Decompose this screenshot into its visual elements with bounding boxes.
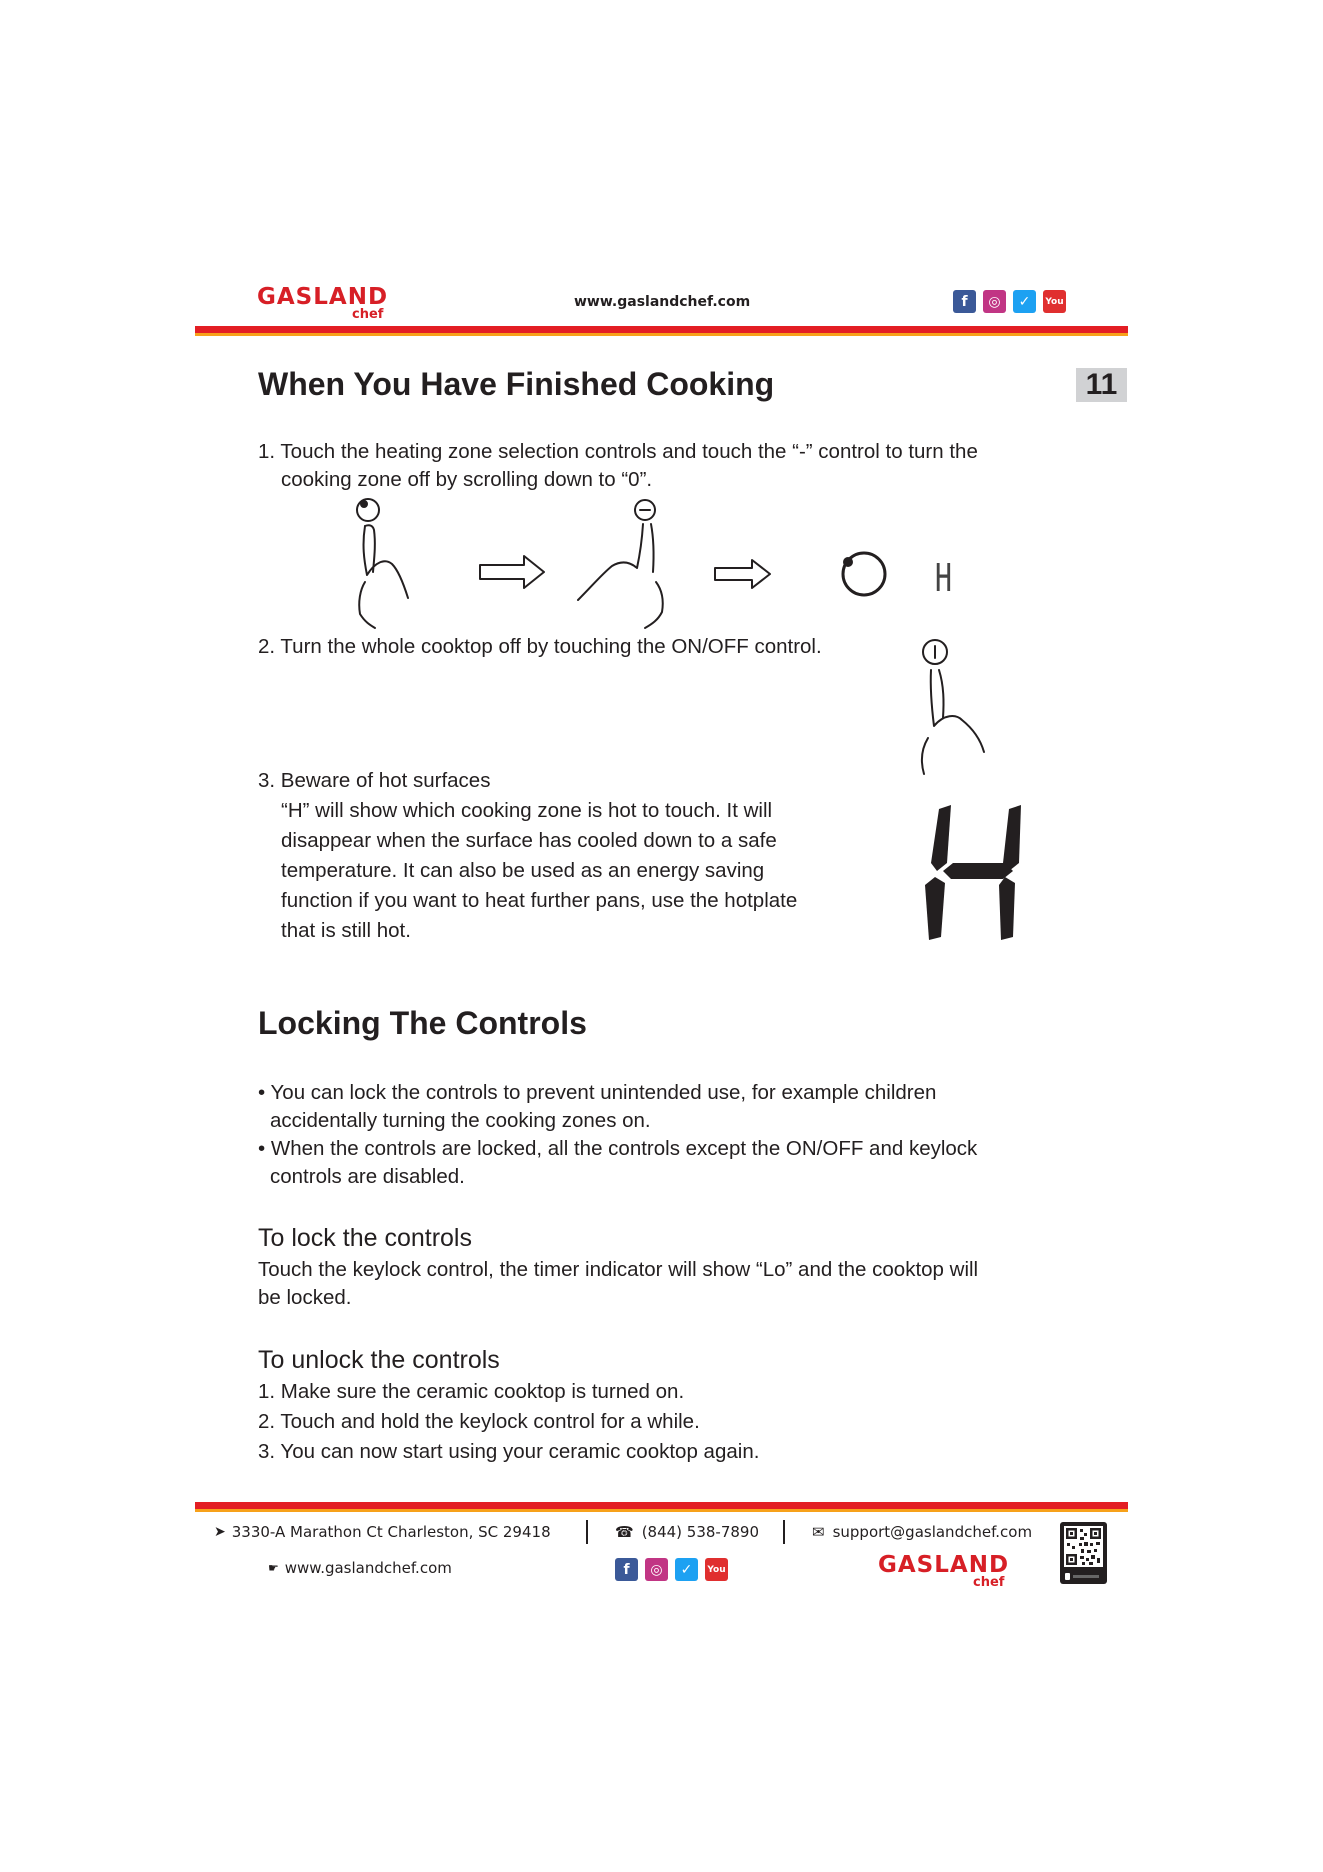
- youtube-icon[interactable]: You: [705, 1558, 728, 1581]
- footer-logo: [878, 1554, 1009, 1589]
- footer-phone: ☎ (844) 538-7890: [615, 1523, 760, 1541]
- unlock-steps: [258, 1378, 759, 1466]
- divider: [783, 1520, 785, 1544]
- divider: [586, 1520, 588, 1544]
- hot-surface-h-display-icon: [925, 805, 1035, 940]
- phone-icon: ☎: [615, 1523, 634, 1541]
- unlock-subtitle: To unlock the controls: [258, 1346, 500, 1374]
- facebook-icon[interactable]: f: [615, 1558, 638, 1581]
- section-title-finished-cooking: When You Have Finished Cooking: [258, 366, 775, 402]
- section-title-locking: Locking The Controls: [258, 1005, 587, 1041]
- lock-text: Touch the keylock control, the timer indicator will show “Lo” and the cooktop will be locked.: [258, 1258, 979, 1309]
- instagram-icon[interactable]: ◎: [645, 1558, 668, 1581]
- footer-email: ✉ support@gaslandchef.com: [812, 1523, 1033, 1541]
- list-item: 3. You can now start using your ceramic cooktop again.: [258, 1440, 760, 1463]
- step2-illustration: [900, 630, 1040, 780]
- footer-rule: [195, 1502, 1128, 1512]
- twitter-icon[interactable]: ✓: [675, 1558, 698, 1581]
- footer-address: ➤ 3330-A Marathon Ct Charleston, SC 29418: [214, 1523, 551, 1541]
- cursor-icon: ☛: [268, 1561, 279, 1575]
- facebook-icon[interactable]: f: [953, 290, 976, 313]
- header-logo: [257, 286, 388, 321]
- header-rule: [195, 326, 1128, 336]
- arrow-right-icon: [715, 560, 770, 588]
- hand-pointing-icon: [931, 670, 984, 752]
- brand-name: GASLAND: [878, 1552, 1010, 1578]
- display-h-small: H: [934, 556, 953, 600]
- location-arrow-icon: ➤: [214, 1524, 226, 1540]
- brand-name: GASLAND: [257, 284, 389, 310]
- hand-pointing-icon: [578, 500, 663, 628]
- lock-subtitle: To lock the controls: [258, 1224, 472, 1252]
- bullet-item: • You can lock the controls to prevent unintended use, for example children accidentally turning the cooking zones on.: [258, 1081, 937, 1132]
- list-item: 2. Touch and hold the keylock control for a while.: [258, 1410, 700, 1433]
- step3-text: 3. Beware of hot surfaces “H” will show which cooking zone is hot to touch. It will disappear when the surface has cooled down to a safe temperature. It can also be used as an energy saving function if you want to heat further pans, use the hotplate that is still hot.: [258, 767, 797, 945]
- step1-text: 1. Touch the heating zone selection controls and touch the “-” control to turn the cooking zone off by scrolling down to “0”.: [258, 440, 978, 491]
- step3-body: “H” will show which cooking zone is hot to touch. It will disappear when the surface has cooled down to a safe temperature. It can also be used as an energy saving function if you want to heat further pans, use the hotplate that is still hot.: [281, 799, 798, 942]
- arrow-right-icon: [480, 556, 544, 588]
- list-item: 1. Make sure the ceramic cooktop is turned on.: [258, 1380, 685, 1403]
- locking-bullets: [258, 1079, 977, 1191]
- bullet-item: • When the controls are locked, all the controls except the ON/OFF and keylock controls are disabled.: [258, 1137, 978, 1188]
- brand-sub: chef: [973, 1575, 1005, 1590]
- brand-sub: chef: [352, 307, 384, 322]
- step1-illustration: [340, 490, 980, 630]
- footer-social-icons: [615, 1558, 728, 1581]
- header-social-icons: [953, 290, 1066, 313]
- youtube-icon[interactable]: You: [1043, 290, 1066, 313]
- footer-website: ☛ www.gaslandchef.com: [268, 1559, 452, 1577]
- hand-pointing-icon: [357, 499, 408, 628]
- mail-icon: ✉: [812, 1523, 825, 1541]
- header-website[interactable]: www.gaslandchef.com: [574, 294, 751, 310]
- instagram-icon[interactable]: ◎: [983, 290, 1006, 313]
- twitter-icon[interactable]: ✓: [1013, 290, 1036, 313]
- step2-text: 2. Turn the whole cooktop off by touching the ON/OFF control.: [258, 635, 822, 658]
- page-number: 11: [1076, 368, 1127, 402]
- qr-code-icon[interactable]: [1060, 1522, 1107, 1584]
